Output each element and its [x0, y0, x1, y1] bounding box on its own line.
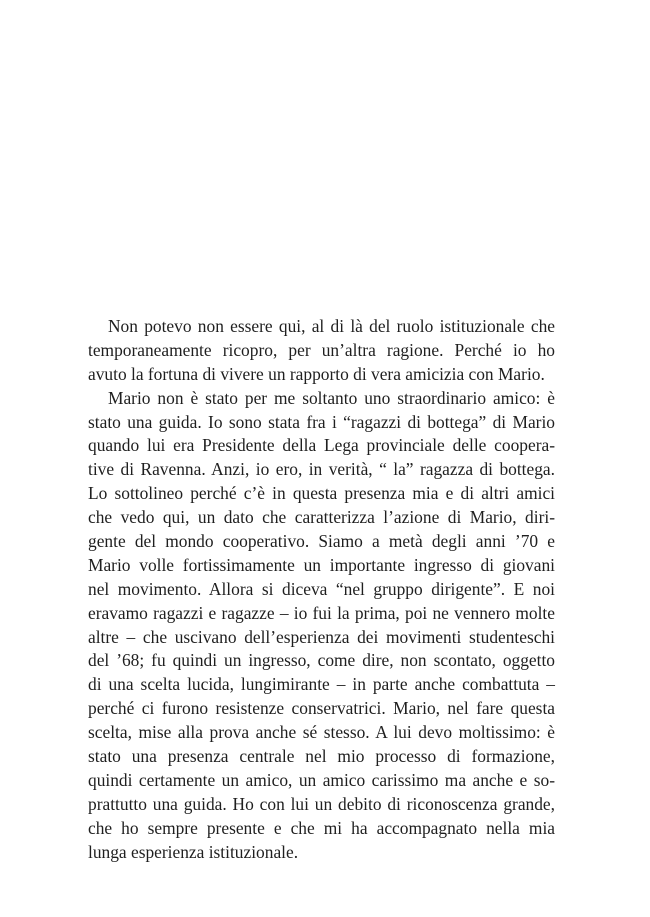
- text-line-paragraph-1-end: avuto la fortuna di vivere un rapporto di vera amicizia con Mario.: [88, 363, 545, 384]
- text-line: del ’68; fu quindi un ingresso, come dire, non scontato, oggetto: [88, 650, 555, 671]
- text-line: prattutto una guida. Ho con lui un debito di riconoscenza grande,: [88, 793, 555, 814]
- text-line: che vedo qui, un dato che caratterizza l’azione di Mario, diri-: [88, 507, 555, 528]
- text-line: Mario volle fortissimamente un importante ingresso di giovani: [88, 554, 555, 575]
- text-line-paragraph-2-start: Mario non è stato per me soltanto uno straordinario amico: è: [108, 387, 555, 408]
- text-line: quindi certamente un amico, un amico carissimo ma anche e so-: [88, 769, 555, 790]
- text-line: gente del mondo cooperativo. Siamo a metà degli anni ’70 e: [88, 531, 555, 552]
- text-line: eravamo ragazzi e ragazze – io fui la prima, poi ne vennero molte: [88, 602, 555, 623]
- text-line: nel movimento. Allora si diceva “nel gruppo dirigente”. E noi: [88, 578, 555, 599]
- text-line: tive di Ravenna. Anzi, io ero, in verità, “ la” ragazza di bottega.: [88, 459, 555, 480]
- text-line: temporaneamente ricopro, per un’altra ragione. Perché io ho: [88, 339, 555, 360]
- text-line: altre – che uscivano dell’esperienza dei movimenti studenteschi: [88, 626, 555, 647]
- text-line: quando lui era Presidente della Lega provinciale delle coopera-: [88, 435, 555, 456]
- body-text: [88, 315, 555, 864]
- text-line-paragraph-2-end: lunga esperienza istituzionale.: [88, 841, 299, 862]
- text-line: di una scelta lucida, lungimirante – in parte anche combattuta –: [88, 674, 555, 695]
- text-line: stato una presenza centrale nel mio processo di formazione,: [88, 746, 555, 767]
- text-line-paragraph-1-start: Non potevo non essere qui, al di là del ruolo istituzionale che: [108, 316, 555, 336]
- text-line: che ho sempre presente e che mi ha accompagnato nella mia: [88, 817, 555, 838]
- text-line: Lo sottolineo perché c’è in questa presenza mia e di altri amici: [88, 483, 555, 504]
- text-line: perché ci furono resistenze conservatrici. Mario, nel fare questa: [88, 698, 555, 719]
- text-line: scelta, mise alla prova anche sé stesso. A lui devo moltissimo: è: [88, 722, 555, 743]
- text-line: stato una guida. Io sono stata fra i “ragazzi di bottega” di Mario: [88, 411, 555, 432]
